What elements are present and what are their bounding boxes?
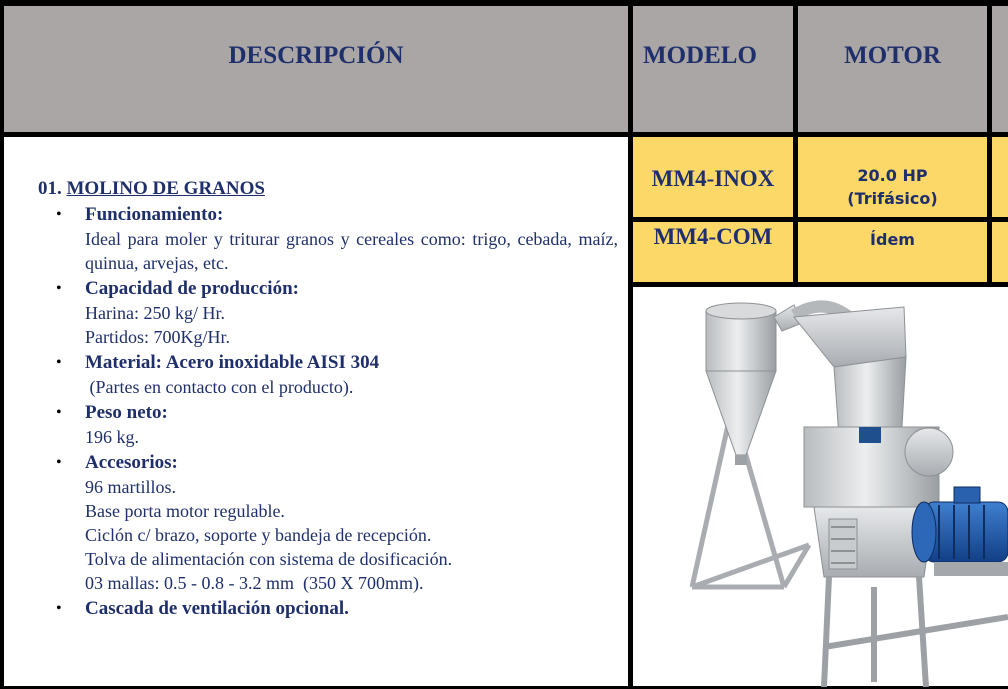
feature-label: Accesorios: [85, 452, 178, 473]
feature-detail: Harina: 250 kg/ Hr. [85, 303, 225, 323]
bullet-icon: • [56, 206, 62, 223]
motor-row-2 [798, 222, 987, 282]
product-name: MOLINO DE GRANOS [66, 178, 265, 199]
feature-list [38, 203, 618, 621]
feature-label: Funcionamiento: [85, 204, 224, 225]
product-number: 01. [38, 178, 62, 199]
bullet-icon: • [56, 600, 62, 617]
feature-label: Capacidad de producción: [85, 278, 299, 299]
mill-stand [824, 577, 1008, 687]
feature-detail: 196 kg. [85, 427, 139, 447]
feature-item [38, 597, 618, 621]
feature-item [38, 351, 618, 399]
model-row-2 [633, 222, 793, 282]
feature-detail: 96 martillos. [85, 477, 176, 497]
extra-row-1 [992, 137, 1008, 217]
divider-motor [987, 0, 992, 287]
header-extra [992, 6, 1008, 132]
bullet-icon: • [56, 354, 62, 371]
model-row-1 [633, 137, 793, 217]
feature-detail: Partidos: 700Kg/Hr. [85, 327, 231, 347]
feature-label: Cascada de ventilación opcional. [85, 598, 349, 619]
model-code-2: MM4-COM [653, 224, 773, 249]
product-title [38, 178, 618, 200]
feature-detail: (Partes en contacto con el producto). [85, 377, 354, 397]
machine-photo [634, 287, 1008, 687]
feature-label: Peso neto: [85, 402, 168, 423]
header-model-label: MODELO [643, 42, 757, 69]
feature-item [38, 203, 618, 275]
motor-power-2: Ídem [870, 230, 915, 249]
model-code-1: MM4-INOX [651, 166, 775, 191]
product-description [38, 178, 618, 623]
extra-row-2 [992, 222, 1008, 282]
header-description [4, 6, 628, 132]
motor-row-1 [798, 137, 987, 217]
divider-description [628, 0, 633, 689]
feature-detail: Ideal para moler y triturar granos y cereales como: trigo, cebada, maíz, quinua, arvejas, etc. [85, 229, 618, 273]
header-motor-label: MOTOR [844, 42, 941, 69]
feature-item [38, 401, 618, 449]
cyclone [706, 303, 802, 465]
grain-mill-illustration [634, 287, 1008, 687]
motor-phase-1: (Trifásico) [847, 189, 938, 208]
border-top [0, 0, 1008, 6]
header-motor [798, 6, 987, 132]
feature-detail: 03 mallas: 0.5 - 0.8 - 3.2 mm (350 X 700mm). [85, 573, 424, 593]
border-left [0, 0, 4, 689]
feature-detail: Tolva de alimentación con sistema de dosificación. [85, 549, 453, 569]
feature-detail: Base porta motor regulable. [85, 501, 285, 521]
motor-power-1: 20.0 HP [857, 166, 928, 185]
header-model [633, 6, 793, 132]
bullet-icon: • [56, 404, 62, 421]
feature-item [38, 451, 618, 595]
header-description-label: DESCRIPCIÓN [228, 42, 404, 69]
feature-label: Material: Acero inoxidable AISI 304 [85, 352, 380, 373]
bullet-icon: • [56, 280, 62, 297]
feature-detail: Ciclón c/ brazo, soporte y bandeja de recepción. [85, 525, 432, 545]
feature-item [38, 277, 618, 349]
divider-row [633, 217, 1008, 222]
divider-model [793, 0, 798, 287]
bullet-icon: • [56, 454, 62, 471]
divider-header [0, 132, 1008, 137]
